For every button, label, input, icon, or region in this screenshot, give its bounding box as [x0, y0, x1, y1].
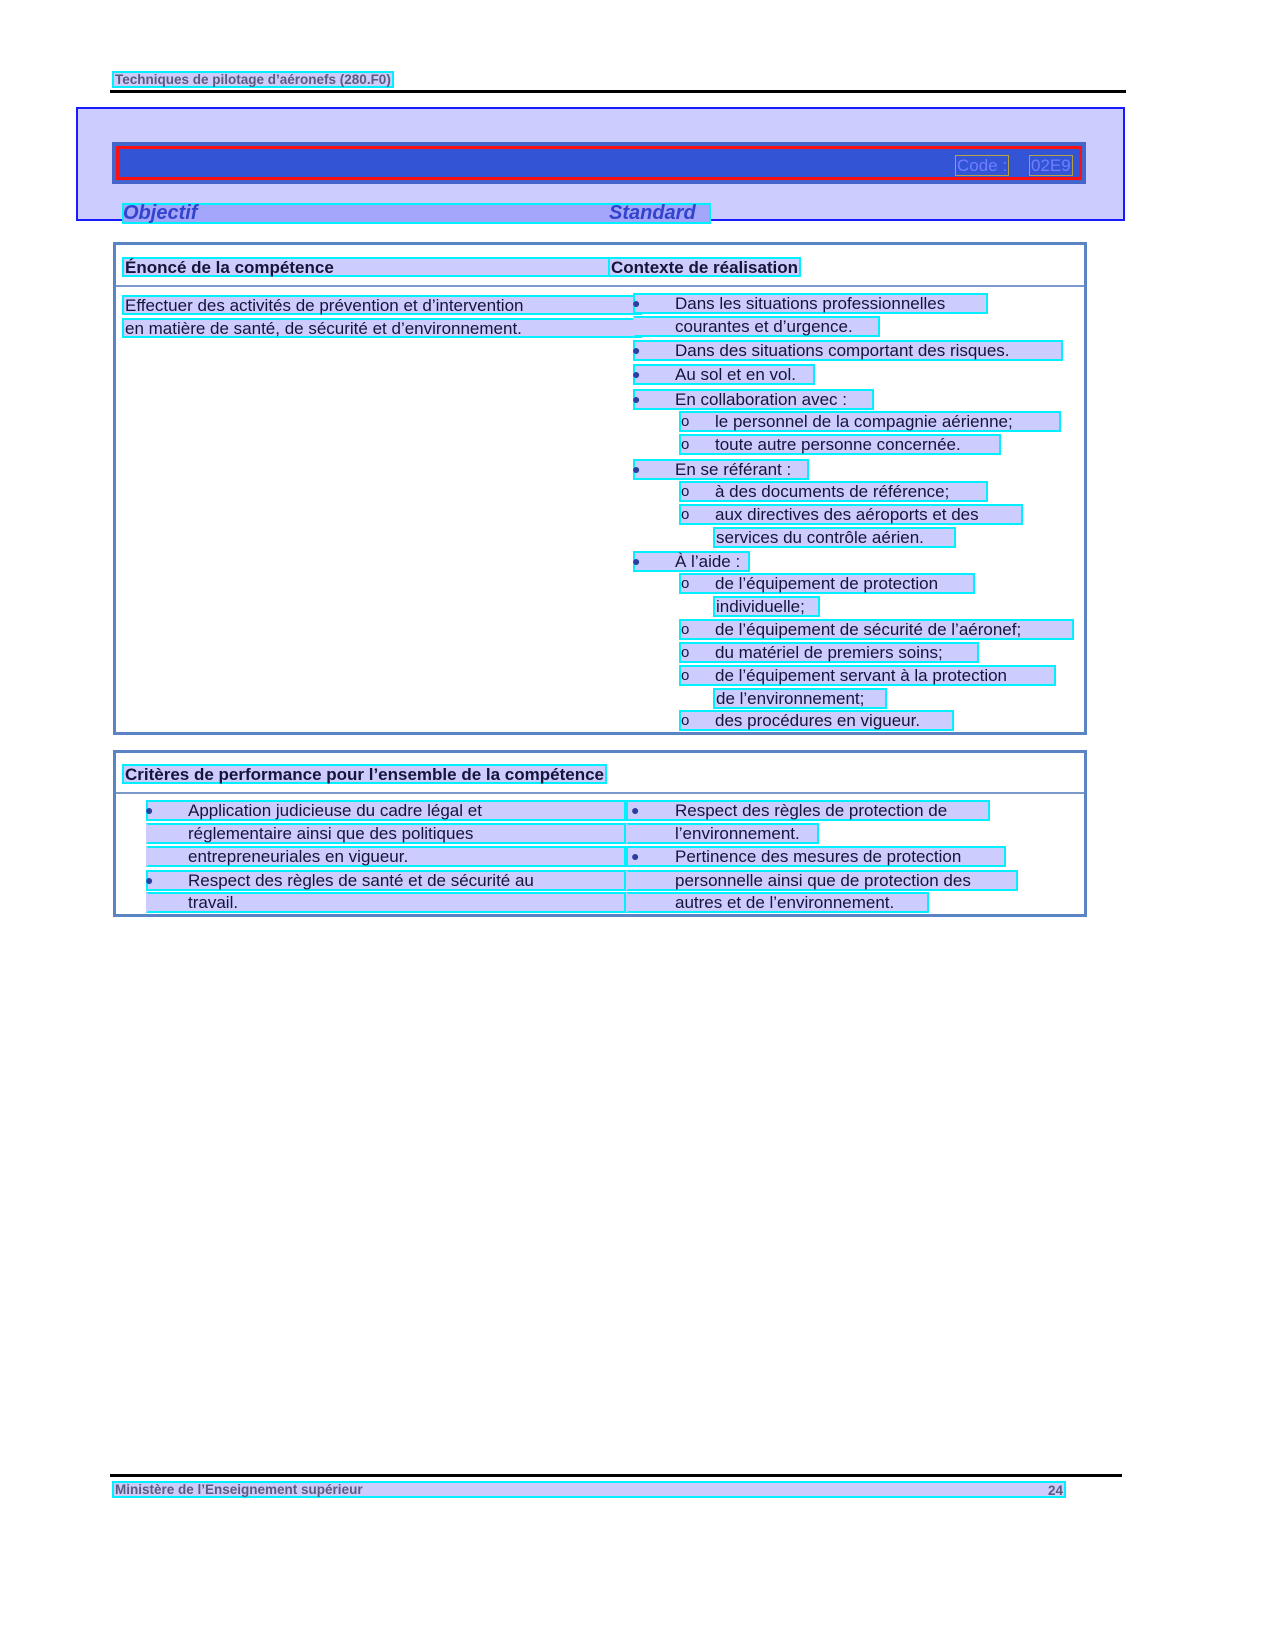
- circle-bullet-icon: o: [681, 621, 690, 638]
- context-item: En collaboration avec :: [633, 389, 874, 410]
- bullet-icon: ●: [632, 391, 641, 407]
- statement-heading: Énoncé de la compétence: [122, 257, 642, 277]
- bullet-icon: ●: [632, 366, 641, 382]
- circle-bullet-icon: o: [681, 436, 690, 453]
- context-subitem-cont: services du contrôle aérien.: [713, 527, 956, 548]
- criteria-item: Respect des règles de santé et de sécurité au: [146, 870, 626, 891]
- context-subitem: du matériel de premiers soins;: [679, 642, 979, 663]
- criteria-item: l’environnement.: [626, 823, 819, 844]
- circle-bullet-icon: o: [681, 575, 690, 592]
- bullet-icon: ●: [632, 295, 641, 311]
- circle-bullet-icon: o: [681, 483, 690, 500]
- context-item: Dans les situations professionnelles: [633, 293, 988, 314]
- context-item: En se référant :: [633, 459, 809, 480]
- statement-line: Effectuer des activités de prévention et d’intervention: [122, 295, 642, 315]
- criteria-item: réglementaire ainsi que des politiques: [146, 823, 626, 844]
- context-subitem: à des documents de référence;: [679, 481, 988, 502]
- header-rule: [110, 90, 1126, 93]
- criteria-item: Application judicieuse du cadre légal et: [146, 800, 626, 821]
- page-number: 24: [1048, 1483, 1064, 1498]
- bullet-icon: ●: [632, 342, 641, 358]
- context-subitem: des procédures en vigueur.: [679, 710, 954, 731]
- circle-bullet-icon: o: [681, 413, 690, 430]
- footer-ministry: Ministère de l’Enseignement supérieur: [112, 1481, 1066, 1498]
- criteria-item: Respect des règles de protection de: [626, 800, 990, 821]
- objectif-heading: Objectif: [123, 202, 198, 224]
- circle-bullet-icon: o: [681, 712, 690, 729]
- criteria-item: entrepreneuriales en vigueur.: [146, 846, 626, 867]
- circle-bullet-icon: o: [681, 667, 690, 684]
- context-subitem: de l’équipement de sécurité de l’aéronef;: [679, 619, 1074, 640]
- bullet-icon: ●: [631, 848, 640, 864]
- context-subitem: aux directives des aéroports et des: [679, 504, 1023, 525]
- code-label: Code :: [957, 156, 1008, 175]
- footer-rule: [110, 1474, 1122, 1477]
- bullet-icon: ●: [631, 802, 640, 818]
- banner-bar: [116, 146, 1082, 180]
- bullet-icon: ●: [145, 802, 154, 818]
- criteria-item: Pertinence des mesures de protection: [626, 846, 1006, 867]
- context-subitem: toute autre personne concernée.: [679, 434, 1001, 455]
- program-title: Techniques de pilotage d’aéronefs (280.F0): [112, 71, 394, 88]
- standard-heading: Standard: [609, 202, 696, 224]
- table-separator: [116, 285, 1084, 287]
- context-item: Au sol et en vol.: [633, 364, 815, 385]
- statement-line: en matière de santé, de sécurité et d’environnement.: [122, 318, 642, 338]
- bullet-icon: ●: [632, 553, 641, 569]
- circle-bullet-icon: o: [681, 644, 690, 661]
- table-separator: [116, 792, 1084, 794]
- context-item: À l’aide :: [633, 551, 750, 572]
- context-subitem: de l’équipement de protection: [679, 573, 975, 594]
- context-subitem: de l’équipement servant à la protection: [679, 665, 1056, 686]
- context-subitem-cont: individuelle;: [713, 596, 820, 617]
- context-subitem-cont: de l’environnement;: [713, 688, 887, 709]
- bullet-icon: ●: [145, 872, 154, 888]
- context-item: courantes et d’urgence.: [633, 316, 880, 337]
- criteria-item: autres et de l’environnement.: [626, 892, 929, 913]
- context-item: Dans des situations comportant des risques.: [633, 340, 1063, 361]
- circle-bullet-icon: o: [681, 506, 690, 523]
- criteria-heading: Critères de performance pour l’ensemble de la compétence: [122, 764, 607, 784]
- code-value: 02E9: [1031, 156, 1071, 175]
- bullet-icon: ●: [632, 461, 641, 477]
- context-heading: Contexte de réalisation: [608, 257, 801, 277]
- criteria-item: personnelle ainsi que de protection des: [626, 870, 1018, 891]
- context-subitem: le personnel de la compagnie aérienne;: [679, 411, 1061, 432]
- criteria-item: travail.: [146, 892, 626, 913]
